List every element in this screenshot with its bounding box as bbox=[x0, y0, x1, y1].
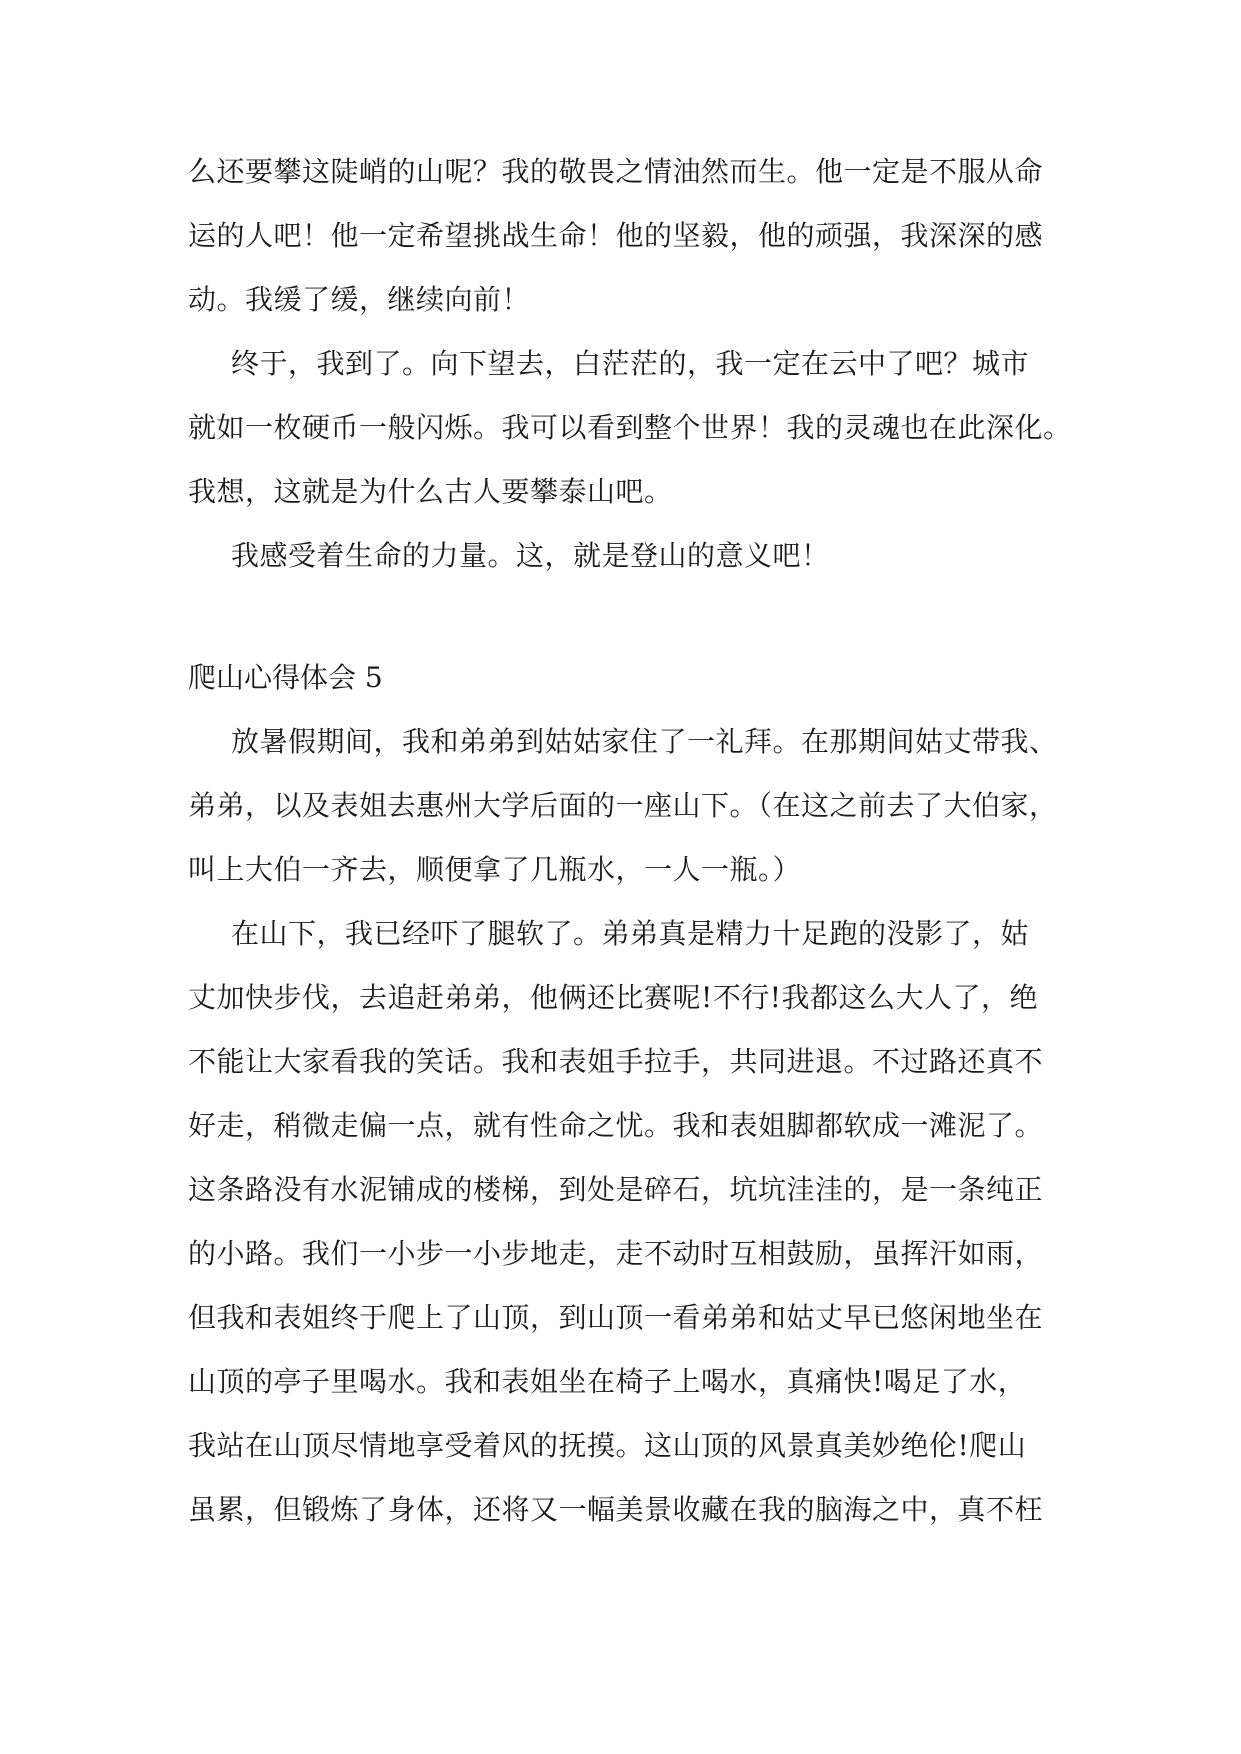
text-line: 么还要攀这陡峭的山呢？我的敬畏之情油然而生。他一定是不服从命 bbox=[188, 155, 1044, 188]
text-line: 这条路没有水泥铺成的楼梯，到处是碎石，坑坑洼洼的，是一条纯正 bbox=[188, 1173, 1044, 1206]
document-page bbox=[188, 140, 1072, 1606]
text-line: 运的人吧！他一定希望挑战生命！他的坚毅，他的顽强，我深深的感 bbox=[188, 219, 1044, 252]
paragraph bbox=[188, 332, 1072, 524]
text-line: 丈加快步伐，去追赶弟弟，他俩还比赛呢!不行!我都这么大人了，绝 bbox=[188, 981, 1039, 1014]
text-line: 的小路。我们一小步一小步地走，走不动时互相鼓励，虽挥汗如雨， bbox=[188, 1237, 1044, 1270]
text-line: 好走，稍微走偏一点，就有性命之忧。我和表姐脚都软成一滩泥了。 bbox=[188, 1109, 1044, 1142]
paragraph bbox=[188, 902, 1058, 1606]
text-line: 我感受着生命的力量。这，就是登山的意义吧！ bbox=[231, 539, 830, 572]
paragraph bbox=[188, 140, 1058, 332]
text-line: 就如一枚硬币一般闪烁。我可以看到整个世界！我的灵魂也在此深化。 bbox=[188, 411, 1072, 444]
text-line: 在山下，我已经吓了腿软了。弟弟真是精力十足跑的没影了，姑 bbox=[231, 917, 1030, 950]
section-heading: 爬山心得体会 5 bbox=[188, 661, 383, 694]
text-line: 我想，这就是为什么古人要攀泰山吧。 bbox=[188, 475, 673, 508]
text-line: 虽累，但锻炼了身体，还将又一幅美景收藏在我的脑海之中，真不枉 bbox=[188, 1493, 1044, 1526]
text-line: 动。我缓了缓，继续向前！ bbox=[188, 283, 531, 316]
paragraph bbox=[188, 710, 1058, 902]
text-line: 叫上大伯一齐去，顺便拿了几瓶水，一人一瓶。） bbox=[188, 853, 802, 886]
text-line: 终于，我到了。向下望去，白茫茫的，我一定在云中了吧？城市 bbox=[231, 347, 1030, 380]
text-line: 不能让大家看我的笑话。我和表姐手拉手，共同进退。不过路还真不 bbox=[188, 1045, 1044, 1078]
text-line: 山顶的亭子里喝水。我和表姐坐在椅子上喝水，真痛快!喝足了水， bbox=[188, 1365, 1027, 1398]
text-line: 放暑假期间，我和弟弟到姑姑家住了一礼拜。在那期间姑丈带我、 bbox=[231, 725, 1058, 758]
text-line: 但我和表姐终于爬上了山顶，到山顶一看弟弟和姑丈早已悠闲地坐在 bbox=[188, 1301, 1044, 1334]
paragraph bbox=[188, 524, 1058, 588]
text-line: 弟弟，以及表姐去惠州大学后面的一座山下。（在这之前去了大伯家， bbox=[188, 789, 1058, 822]
text-line bbox=[188, 1542, 1058, 1606]
text-line: 我站在山顶尽情地享受着风的抚摸。这山顶的风景真美妙绝伦!爬山 bbox=[188, 1429, 1027, 1462]
section-spacer bbox=[188, 588, 1058, 646]
